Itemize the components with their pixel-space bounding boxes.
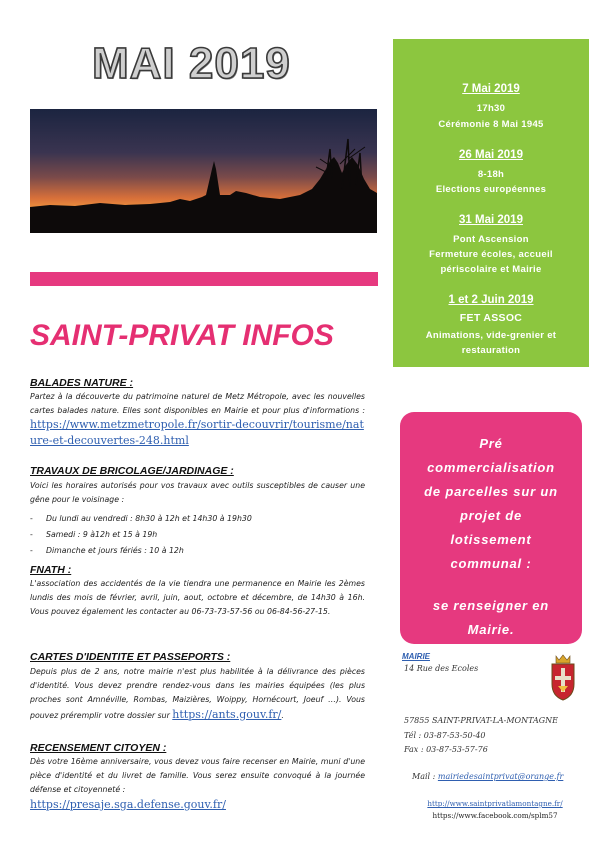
website-link[interactable]: http://www.saintprivatlamontagne.fr/ bbox=[427, 799, 563, 808]
cartes-text: Depuis plus de 2 ans, notre mairie n'est plus habilitée à la délivrance des pièces d'identité. Vous devez prendre rendez-vous dans les mairies équipées (les plus proches sont Amnéville, Rombas, Maizières, Woippy, Hornécourt, Joeuf …). Vous pouvez préremplir votre dossier sur bbox=[30, 667, 365, 720]
website-line bbox=[395, 799, 595, 808]
announcement-line: projet de bbox=[459, 508, 523, 523]
event-date: 7 Mai 2019 bbox=[462, 83, 520, 95]
page-title: MAI 2019 bbox=[92, 39, 291, 88]
event-line: périscolaire et Mairie bbox=[440, 264, 542, 275]
balades-text: Partez à la découverte du patrimoine naturel de Metz Métropole, avec les nouvelles cartes balades nature. Elles sont disponibles en Mairie et pour plus d'informations : bbox=[30, 392, 365, 416]
presaje-link[interactable]: https://presaje.sga.defense.gouv.fr/ bbox=[30, 797, 226, 811]
mail-link[interactable]: mairiedesaintprivat@orange.fr bbox=[437, 772, 564, 781]
cartes-after: . bbox=[281, 710, 284, 720]
announcement-footer bbox=[406, 594, 576, 642]
mairie-phone: Tél : 03-87-53-50-40 bbox=[404, 731, 486, 740]
mairie-mail bbox=[412, 772, 563, 781]
event-date: 1 et 2 Juin 2019 bbox=[448, 294, 534, 306]
section-heading-cartes: CARTES D'IDENTITE ET PASSEPORTS : bbox=[30, 651, 231, 663]
mairie-city: 57855 SAINT-PRIVAT-LA-MONTAGNE bbox=[404, 716, 559, 725]
list-item-text: Samedi : 9 à12h et 15 à 19h bbox=[46, 530, 158, 539]
event-date: 31 Mai 2019 bbox=[459, 214, 523, 226]
list-item: - Dimanche et jours fériés : 10 à 12h bbox=[30, 546, 184, 555]
mairie-heading: MAIRIE bbox=[402, 652, 430, 661]
announcement-line: lotissement bbox=[450, 532, 532, 547]
coat-of-arms-icon bbox=[548, 654, 578, 702]
section-heading-recensement: RECENSEMENT CITOYEN : bbox=[30, 742, 167, 754]
announcement-line: Pré bbox=[479, 436, 503, 451]
balades-link[interactable]: https://www.metzmetropole.fr/sortir-decouvrir/tourisme/nature-et-decouvertes-248.html bbox=[30, 418, 364, 447]
announcement-line: commercialisation bbox=[427, 460, 555, 475]
section-heading-fnath: FNATH : bbox=[30, 564, 72, 576]
event-title: FET ASSOC bbox=[459, 312, 523, 324]
event-line: Pont Ascension bbox=[453, 234, 529, 245]
events-panel bbox=[393, 39, 589, 367]
event-line: 8-18h bbox=[477, 169, 505, 180]
section-text-cartes bbox=[30, 665, 365, 723]
event-date: 26 Mai 2019 bbox=[459, 149, 523, 161]
event-line: Fermeture écoles, accueil bbox=[429, 249, 553, 260]
section-heading-travaux: TRAVAUX DE BRICOLAGE/JARDINAGE : bbox=[30, 465, 234, 477]
recensement-text: Dès votre 16ème anniversaire, vous devez vous faire recenser en Mairie, muni d'une pièce d'identité et du livret de famille. Vous serez ensuite convoqué à la journée défense et citoyenneté : bbox=[30, 757, 365, 795]
event-line: Elections européennes bbox=[435, 184, 547, 195]
list-item: - Du lundi au vendredi : 8h30 à 12h et 14h30 à 19h30 bbox=[30, 514, 252, 523]
mairie-address: 14 Rue des Ecoles bbox=[404, 664, 479, 673]
sunset-photo bbox=[30, 109, 377, 233]
pink-divider bbox=[30, 272, 378, 286]
announcement-line: de parcelles sur un bbox=[424, 484, 558, 499]
list-item-text: Du lundi au vendredi : 8h30 à 12h et 14h30 à 19h30 bbox=[46, 514, 252, 523]
section-text-balades bbox=[30, 390, 365, 449]
facebook-line bbox=[395, 811, 595, 820]
section-text-recensement bbox=[30, 755, 365, 813]
list-item-text: Dimanche et jours fériés : 10 à 12h bbox=[46, 546, 184, 555]
ants-link[interactable]: https://ants.gouv.fr/ bbox=[172, 707, 282, 721]
section-text-travaux: Voici les horaires autorisés pour vos travaux avec outils susceptibles de causer une gêne pour le voisinage : bbox=[30, 481, 365, 505]
mail-label: Mail : bbox=[412, 772, 436, 781]
announcement-line: Mairie. bbox=[467, 622, 515, 637]
event-line: 17h30 bbox=[476, 103, 506, 114]
section-text-fnath: L'association des accidentés de la vie tiendra une permanence en Mairie les 2èmes lundis des mois de février, avril, juin, aout, octobre et décembre, de 14h30 à 16h. Vous pouvez également les contacter au 06-73-73-57-56 ou 06-84-56-27-15. bbox=[30, 579, 365, 617]
event-line: restauration bbox=[461, 345, 521, 356]
event-line: Cérémonie 8 Mai 1945 bbox=[438, 119, 544, 130]
lotissement-announcement bbox=[400, 412, 582, 644]
announcement-text bbox=[406, 432, 576, 576]
section-heading-balades: BALADES NATURE : bbox=[30, 377, 134, 389]
announcement-line: se renseigner en bbox=[432, 598, 550, 613]
facebook-link[interactable]: https://www.facebook.com/splm57 bbox=[432, 811, 558, 820]
event-line: Animations, vide-grenier et bbox=[425, 330, 557, 341]
mairie-fax: Fax : 03-87-53-57-76 bbox=[404, 745, 488, 754]
announcement-line: communal : bbox=[450, 556, 532, 571]
site-title: SAINT-PRIVAT INFOS bbox=[30, 319, 334, 352]
list-item: - Samedi : 9 à12h et 15 à 19h bbox=[30, 530, 158, 539]
